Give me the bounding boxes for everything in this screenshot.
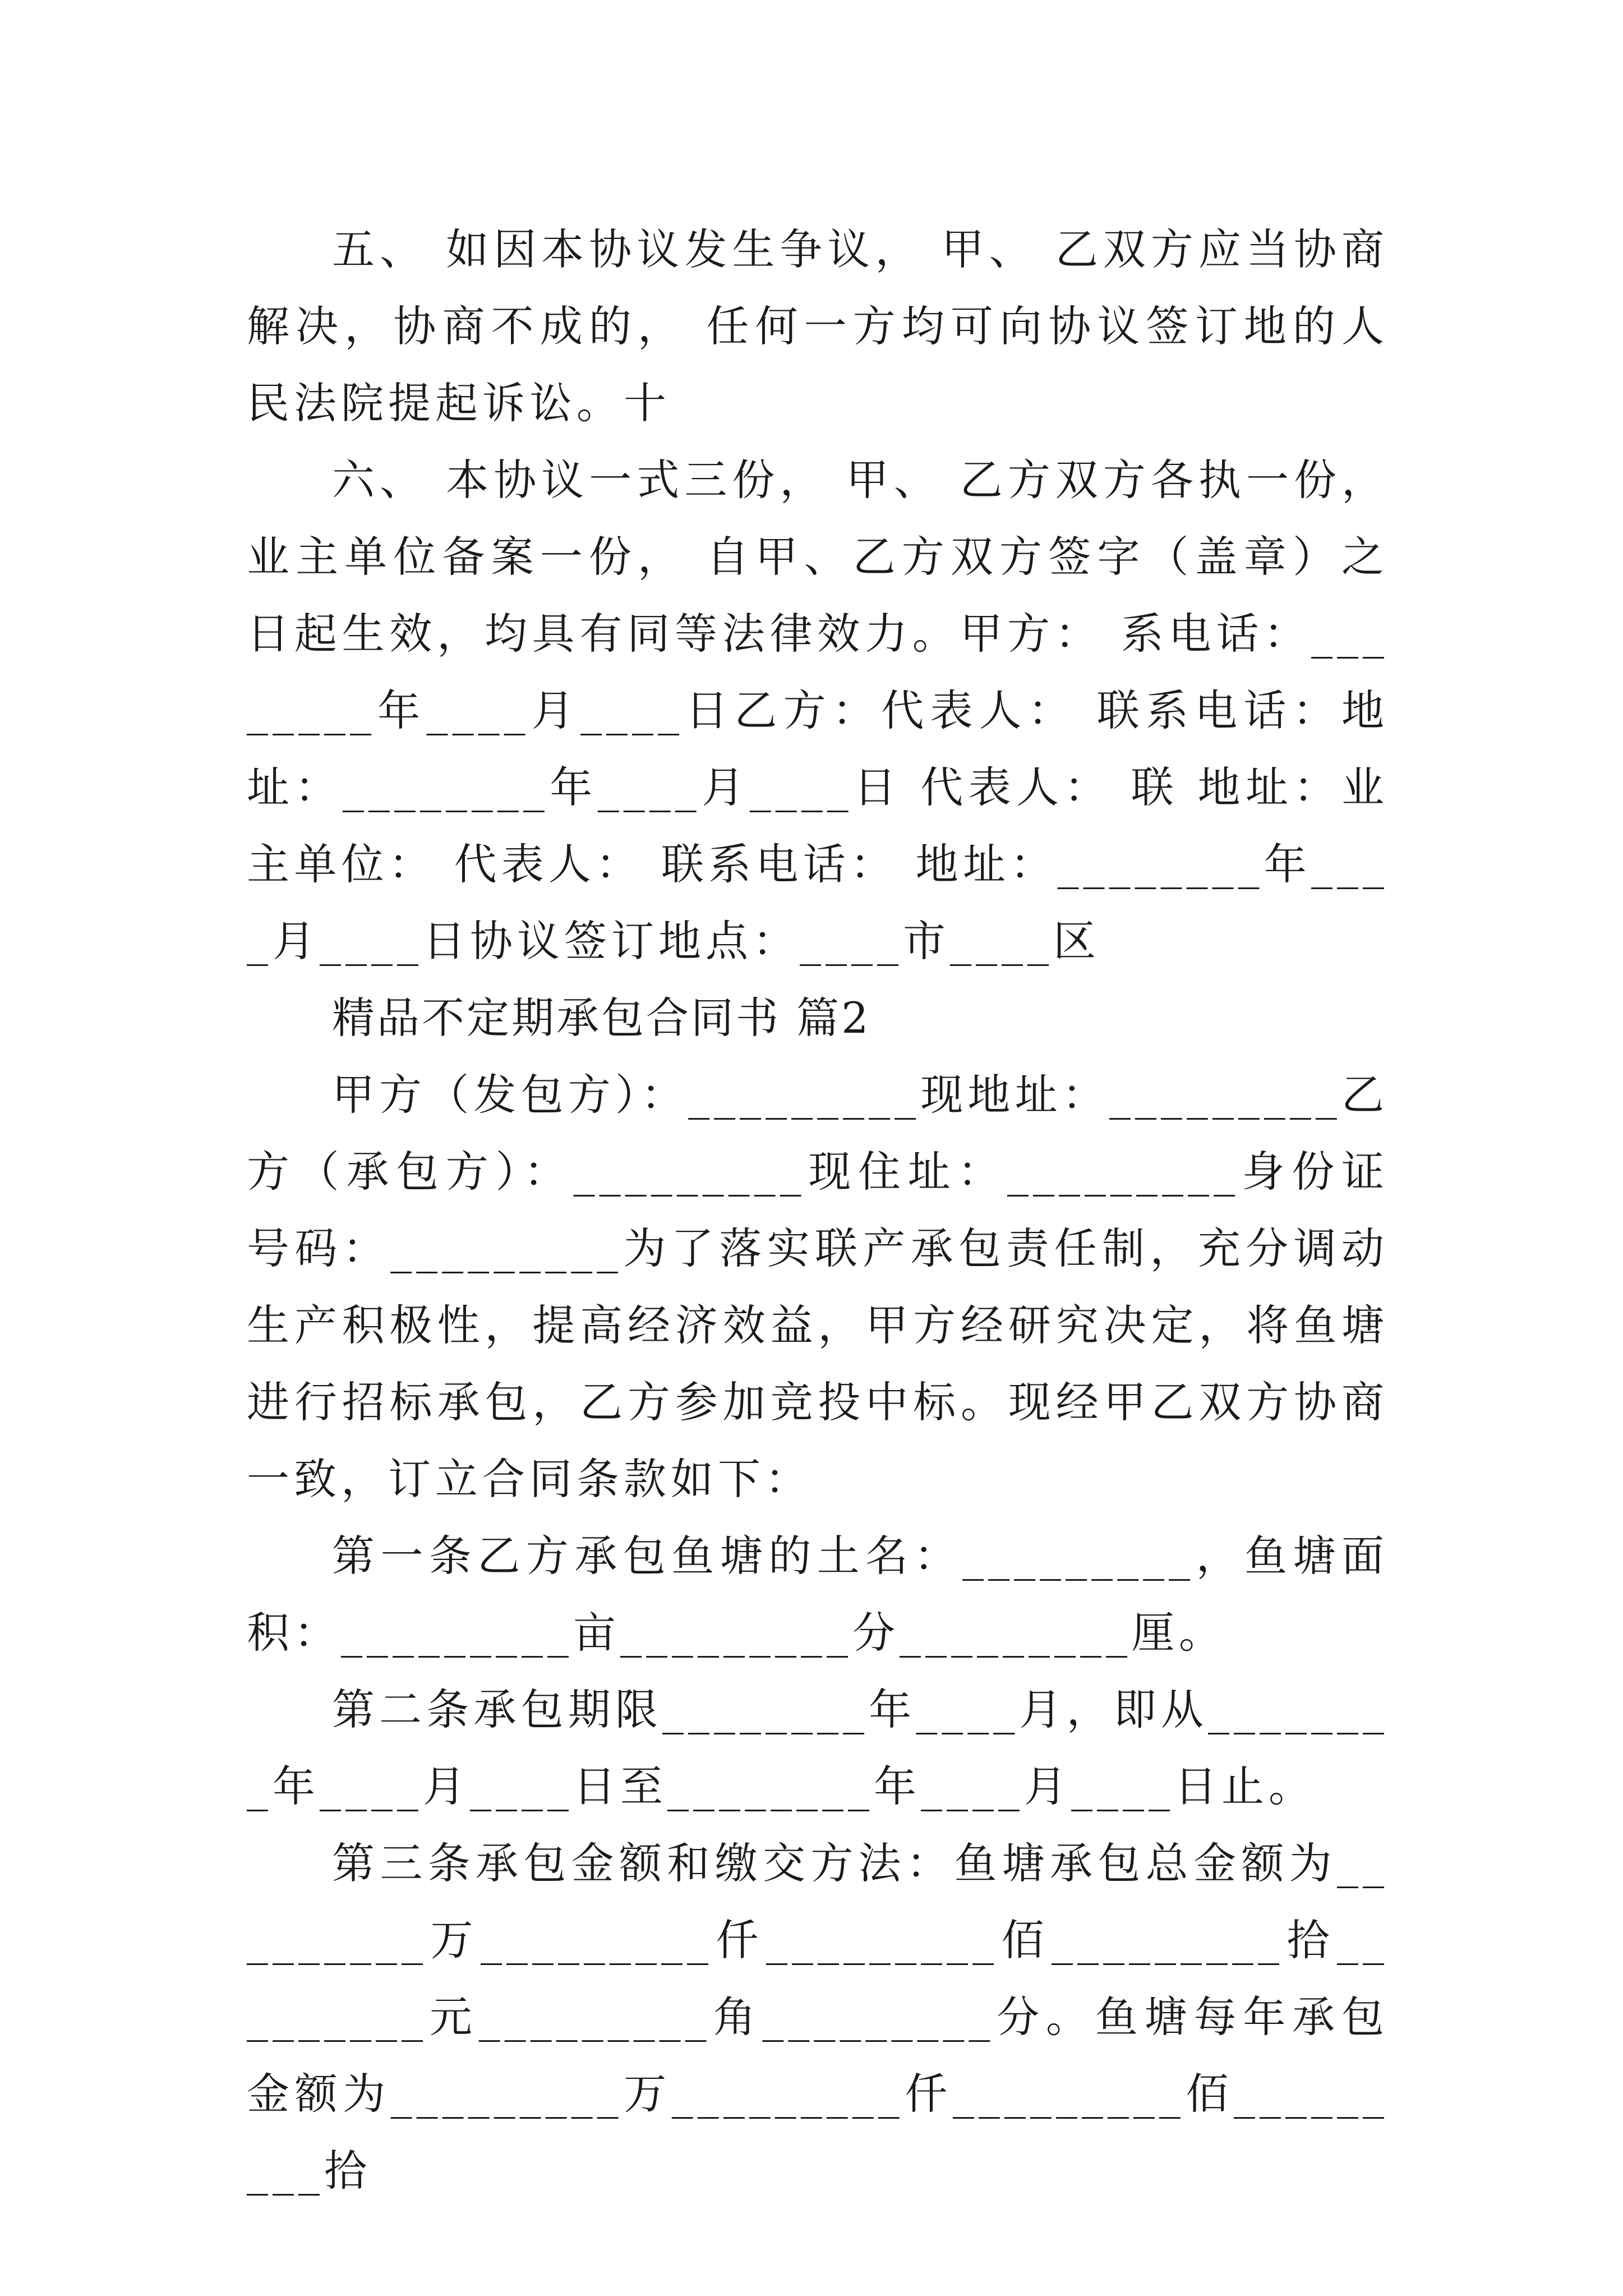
clause-five: 五、 如因本协议发生争议， 甲、 乙双方应当协商解决，协商不成的， 任何一方均可向协议签订地的人民法院提起诉讼。十 <box>247 224 1389 428</box>
section-heading: 精品不定期承包合同书 篇2 <box>332 993 871 1043</box>
parties-intro: 甲方（发包方）：_________现地址：_________乙方（承包方）：_________现住址：_________身份证号码：_________为了落实联产承包责任制，充分调动生产积极性，提高经济效益，甲方经研究决定，将鱼塘进行招标承包，乙方参加竞投中标。现经甲乙双方协商一致，订立合同条款如下： <box>247 1070 1389 1504</box>
article-one: 第一条乙方承包鱼塘的土名：_________，鱼塘面积：_________亩_________分_________厘。 <box>247 1531 1389 1658</box>
document-body <box>247 211 1389 2209</box>
article-two: 第二条承包期限________年____月，即从________年____月____日至________年____月____日止。 <box>247 1685 1389 1811</box>
article-three: 第三条承包金额和缴交方法：鱼塘承包总金额为_________万_________仟_________佰_________拾_________元_________角_________分。鱼塘每年承包金额为_________万_________仟_________佰_________拾 <box>247 1838 1389 2196</box>
clause-six: 六、 本协议一式三份， 甲、 乙方双方各执一份，业主单位备案一份， 自甲、乙方双方签字（盖章）之日起生效，均具有同等法律效力。甲方： 系电话：________年____月____日乙方：代表人： 联系电话：地址：________年____月____日 代表人： 联 地址：业主单位： 代表人： 联系电话： 地址：________年____月____日协议签订地点：____市____区 <box>247 455 1389 966</box>
